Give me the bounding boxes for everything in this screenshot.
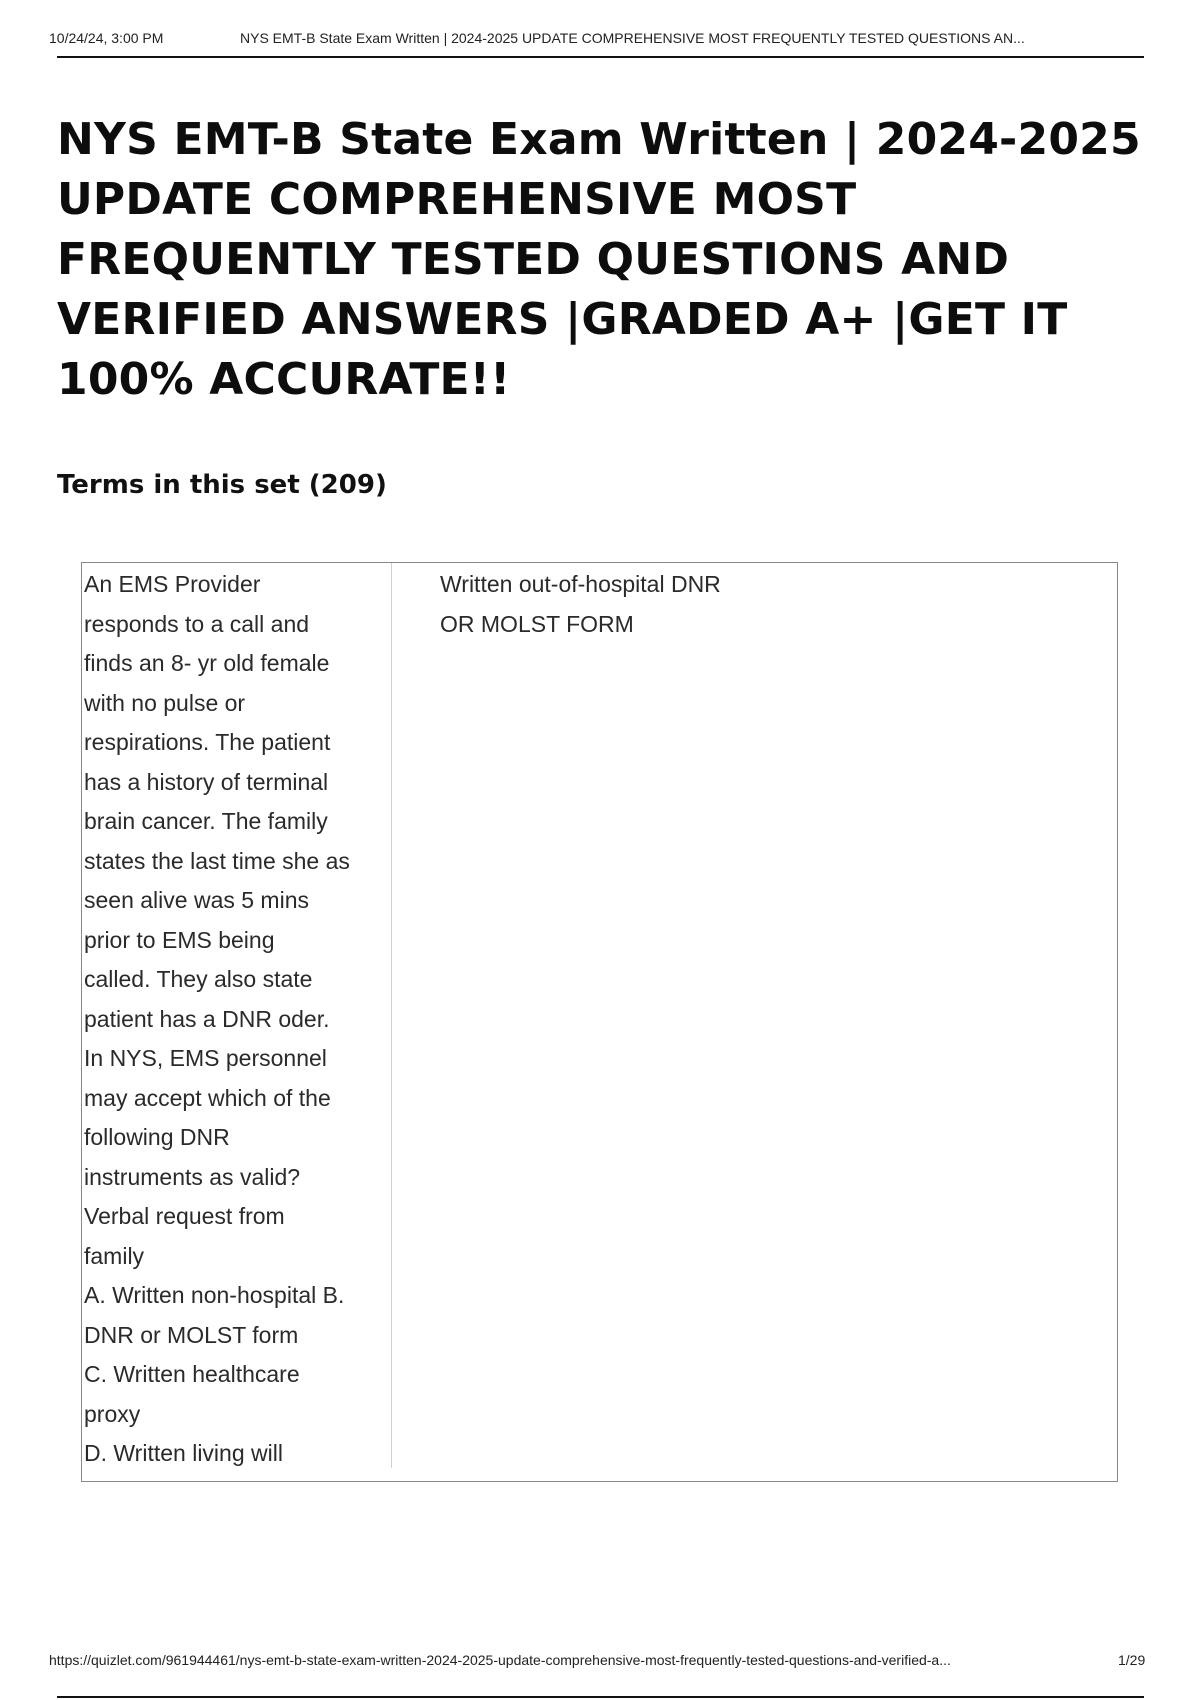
text-line: An EMS Provider xyxy=(84,571,261,597)
footer-page-number: 1/29 xyxy=(1118,1652,1146,1668)
text-line: following DNR xyxy=(84,1124,230,1150)
text-line: A. Written non-hospital B. xyxy=(84,1282,345,1308)
text-line: Written out-of-hospital DNR xyxy=(440,571,721,597)
text-line: has a history of terminal xyxy=(84,768,329,795)
text-line: brain cancer. The family xyxy=(84,808,328,834)
header-datetime: 10/24/24, 3:00 PM xyxy=(49,30,164,46)
text-line: D. Written living will xyxy=(84,1440,283,1466)
card-term xyxy=(84,565,384,1474)
header-doc-title: NYS EMT-B State Exam Written | 2024-2025 UPDATE COMPREHENSIVE MOST FREQUENTLY TESTED QUESTIONS AN... xyxy=(240,30,1025,46)
text-line: C. Written healthcare xyxy=(84,1361,300,1387)
flashcard xyxy=(81,562,1118,1482)
text-line: respirations. The patient xyxy=(84,729,331,755)
text-line: proxy xyxy=(84,1400,141,1427)
text-line: patient has a DNR oder. xyxy=(84,1005,330,1032)
text-line: prior to EMS being xyxy=(84,926,275,953)
footer-divider xyxy=(57,1696,1144,1698)
card-definition xyxy=(440,565,1080,644)
card-divider xyxy=(391,563,392,1468)
text-line: Verbal request from xyxy=(84,1203,285,1229)
text-line: In NYS, EMS personnel xyxy=(84,1045,327,1071)
footer-url: https://quizlet.com/961944461/nys-emt-b-state-exam-written-2024-2025-update-comprehensive-most-frequently-tested-questions-and-verified-a... xyxy=(49,1652,951,1668)
text-line: finds an 8- yr old female xyxy=(84,650,330,676)
page-header xyxy=(0,0,1200,60)
terms-heading: Terms in this set (209) xyxy=(57,470,387,500)
page-title: NYS EMT-B State Exam Written | 2024-2025 UPDATE COMPREHENSIVE MOST FREQUENTLY TESTED QUESTIONS AND VERIFIED ANSWERS |GRADED A+ |GET IT 100% ACCURATE!! xyxy=(57,114,1141,405)
text-line: instruments as valid? xyxy=(84,1163,301,1190)
text-line: DNR or MOLST form xyxy=(84,1321,299,1348)
header-divider xyxy=(57,56,1144,58)
text-line: seen alive was 5 mins xyxy=(84,887,309,913)
text-line: may accept which of the xyxy=(84,1084,331,1111)
text-line: called. They also state xyxy=(84,966,313,992)
text-line: family xyxy=(84,1242,145,1269)
text-line: with no pulse or xyxy=(84,689,246,716)
text-line: states the last time she as xyxy=(84,847,350,874)
text-line: responds to a call and xyxy=(84,610,310,637)
text-line: OR MOLST FORM xyxy=(440,610,634,637)
